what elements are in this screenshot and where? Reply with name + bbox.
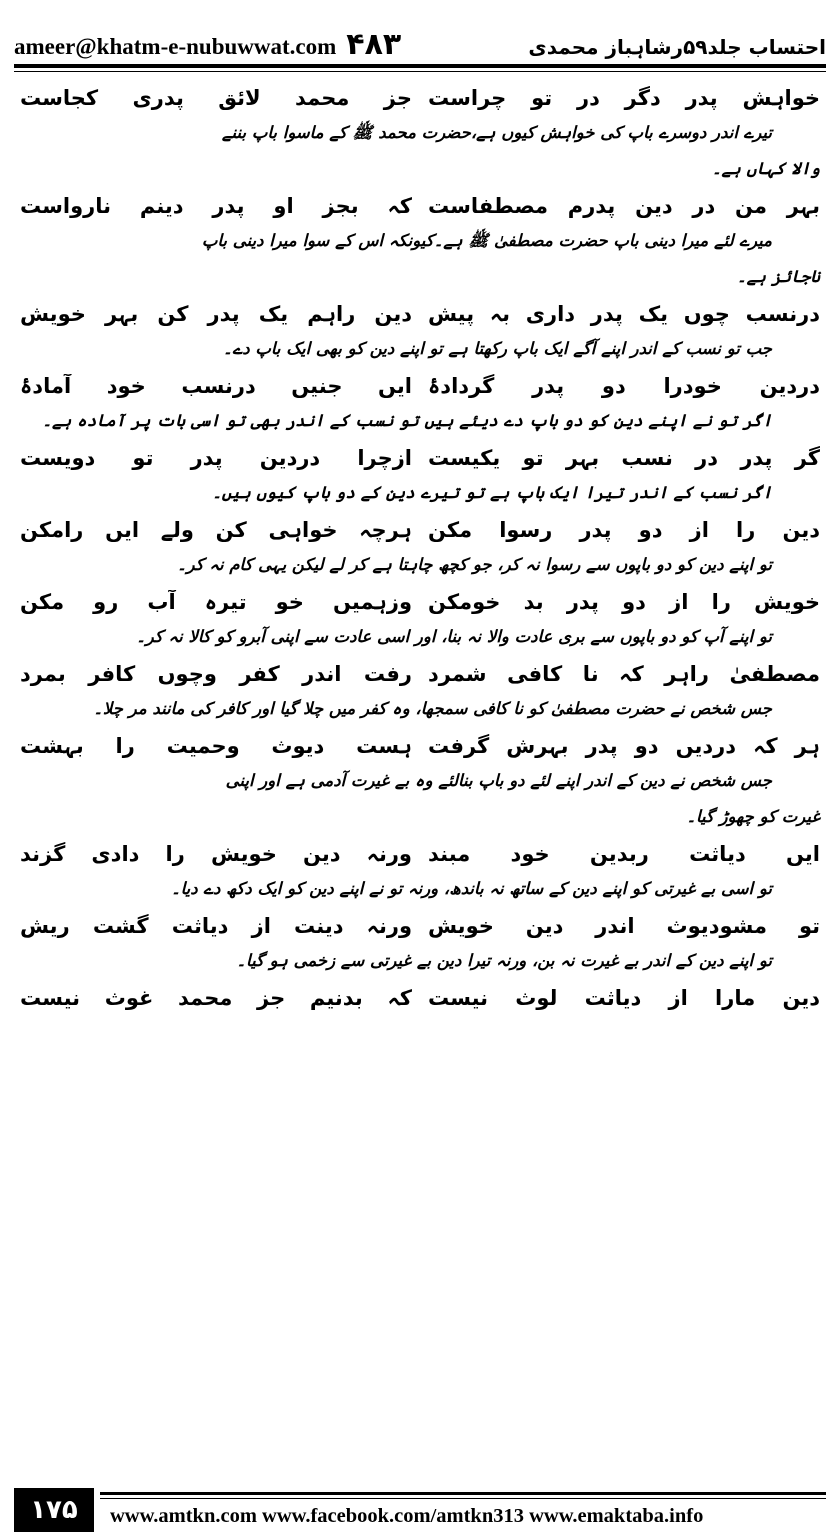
footer-rule-thick: [100, 1492, 826, 1495]
translation-line: اگر تو نے اپنے دین کو دو باپ دے دیئے ہیں تو نسب کے اندر بھی تو اسی بات پر آمادہ ہے۔: [42, 411, 772, 430]
verse-right-hemistich: دین مارا از دیاثت لوث نیست: [428, 986, 820, 1010]
verse-line: [20, 908, 820, 944]
footer-rule-thin: [100, 1498, 826, 1499]
translation-line: میرے لئے میرا دینی باپ حضرت مصطفیٰ ﷺ ہے۔کیونکہ اس کے سوا میرا دینی باپ: [201, 231, 772, 250]
verse-left-hemistich: دین راہم یک پدر کن بہر خویش: [20, 302, 412, 326]
page-footer: [14, 1488, 826, 1532]
header-title: احتساب جلد۵۹رشاہباز محمدی: [528, 35, 826, 59]
verse-left-hemistich: ورنہ دین خویش را دادی گزند: [20, 842, 412, 866]
verse-right-hemistich: ایں دیاثت ربدین خود مبند: [428, 842, 820, 866]
header-left: [14, 28, 401, 62]
verse-line: [20, 80, 820, 116]
footer-page-number: ۱۷۵: [14, 1488, 94, 1532]
verse-right-hemistich: ہر کہ دردیں دو پدر بہرش گرفت: [428, 734, 820, 758]
verse-line: [20, 512, 820, 548]
verse-right-hemistich: بہر من در دین پدرم مصطفاست: [428, 194, 820, 218]
verse-left-hemistich: کہ بجز او پدر دینم نارواست: [20, 194, 412, 218]
translation-line: جب تو نسب کے اندر اپنے آگے ایک باپ رکھتا ہے تو اپنے دین کو بھی ایک باپ دے۔: [222, 339, 772, 358]
page-content: [20, 80, 820, 1016]
translation-line: ناجائز ہے۔: [736, 267, 820, 286]
verse-left-hemistich: ہست دیوث وحمیت را بہشت: [20, 734, 412, 758]
header-email: ameer@khatm-e-nubuwwat.com: [14, 34, 337, 59]
translation-line: تو اپنے دین کے اندر بے غیرت نہ بن، ورنہ تیرا دین بے غیرتی سے زخمی ہو گیا۔: [236, 951, 772, 970]
verse-right-hemistich: دردین خودرا دو پدر گردادۂ: [428, 374, 820, 398]
verse-line: [20, 836, 820, 872]
verse-line: [20, 728, 820, 764]
translation-line: تو اپنے دین کو دو باپوں سے رسوا نہ کر، جو کچھ چاہتا ہے کر لے لیکن یہی کام نہ کر۔: [176, 555, 772, 574]
translation-line: غیرت کو چھوڑ گیا۔: [686, 807, 820, 826]
header-rule-thin: [14, 71, 826, 72]
verse-right-hemistich: گر پدر در نسب بہر تو یکیست: [428, 446, 820, 470]
verse-right-hemistich: خویش را از دو پدر بد خومکن: [428, 590, 820, 614]
header-rule-thick: [14, 64, 826, 68]
verse-right-hemistich: دین را از دو پدر رسوا مکن: [428, 518, 820, 542]
verse-left-hemistich: ازچرا دردین پدر تو دویست: [20, 446, 412, 470]
verse-line: [20, 188, 820, 224]
verse-left-hemistich: کہ بدنیم جز محمد غوث نیست: [20, 986, 412, 1010]
verse-line: [20, 656, 820, 692]
page-header: [14, 8, 826, 62]
verse-right-hemistich: درنسب چوں یک پدر داری بہ پیش: [428, 302, 820, 326]
footer-rule: [100, 1492, 826, 1499]
translation-line: جس شخص نے دین کے اندر اپنے لئے دو باپ بنالئے وہ بے غیرت آدمی ہے اور اپنی: [225, 771, 772, 790]
verse-line: [20, 368, 820, 404]
header-page-number: ۴۸۳: [346, 27, 402, 62]
verse-left-hemistich: ہرچہ خواہی کن ولے ایں رامکن: [20, 518, 412, 542]
translation-line: تو اپنے آپ کو دو باپوں سے بری عادت والا نہ بنا، اور اسی عادت سے اپنی آبرو کو کالا نہ کر۔: [136, 627, 772, 646]
verse-left-hemistich: ایں جنیں درنسب خود آمادۂ: [20, 374, 412, 398]
translation-line: والا کہاں ہے۔: [711, 159, 820, 178]
verse-line: [20, 584, 820, 620]
translation-line: تیرے اندر دوسرے باپ کی خواہش کیوں ہے،حضرت محمد ﷺ کے ماسوا باپ بننے: [221, 123, 772, 142]
verse-line: [20, 440, 820, 476]
verse-left-hemistich: رفت اندر کفر وچوں کافر بمرد: [20, 662, 412, 686]
verse-left-hemistich: ورنہ دینت از دیاثت گشت ریش: [20, 914, 412, 938]
footer-links: www.amtkn.com www.facebook.com/amtkn313 www.emaktaba.info: [110, 1505, 704, 1527]
translation-line: جس شخص نے حضرت مصطفیٰ کو نا کافی سمجھا، وہ کفر میں چلا گیا اور کافر کی مانند مر چلا۔: [93, 699, 772, 718]
translation-line: تو اسی بے غیرتی کو اپنے دین کے ساتھ نہ باندھ، ورنہ تو نے اپنے دین کو ایک دکھ دے دیا۔: [170, 879, 772, 898]
verse-right-hemistich: خواہش پدر دگر در تو چراست: [428, 86, 820, 110]
verse-right-hemistich: مصطفیٰ راہر کہ نا کافی شمرد: [428, 662, 820, 686]
verse-left-hemistich: وزہمیں خو تیرہ آب رو مکن: [20, 590, 412, 614]
verse-left-hemistich: جز محمد لائق پدری کجاست: [20, 86, 412, 110]
translation-line: اگر نسب کے اندر تیرا ایک باپ ہے تو تیرے دین کے دو باپ کیوں ہیں۔: [212, 483, 772, 502]
verse-line: [20, 980, 820, 1016]
verse-line: [20, 296, 820, 332]
verse-right-hemistich: تو مشودیوث اندر دین خویش: [428, 914, 820, 938]
